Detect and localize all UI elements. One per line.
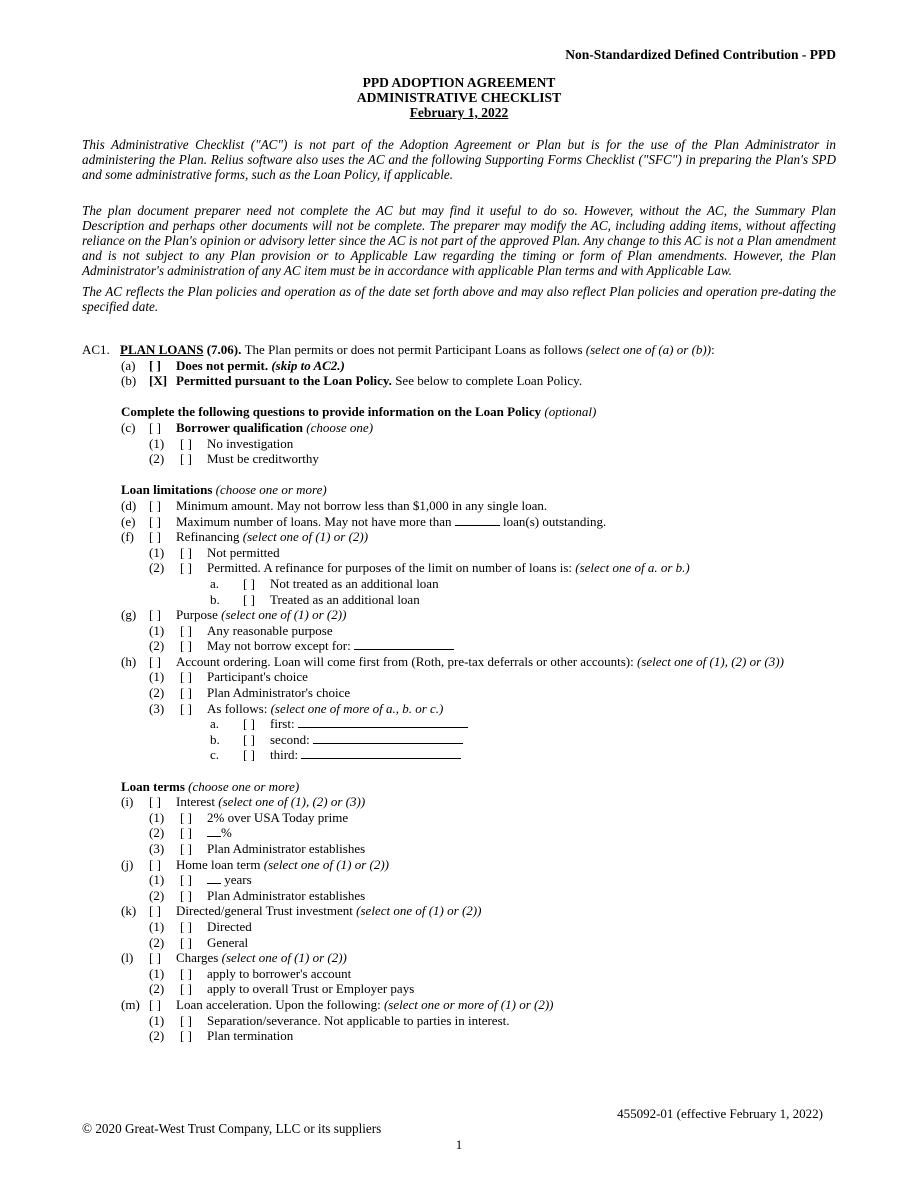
item-text [176,950,347,966]
item-label: (f) [121,529,134,545]
blank-field[interactable] [301,747,461,759]
option-i [82,794,784,810]
text-segment: 2% over USA Today prime [207,809,349,825]
option-a [82,358,784,374]
item-label: a. [210,575,220,591]
text-segment: (select one of (1), (2) or (3)) [636,653,784,669]
item-label: (1) [149,544,165,560]
item-text [270,732,463,748]
option-c-1 [82,436,784,452]
option-j-1 [82,872,784,888]
checkbox-unchecked[interactable]: [ ] [180,700,192,716]
item-text [121,404,596,420]
text-segment: (select one or more of (1) or (2)) [383,996,554,1012]
checkbox-unchecked[interactable]: [ ] [243,575,255,591]
option-h-3 [82,701,784,717]
item-text [207,919,252,935]
text-segment: apply to overall Trust or Employer pays [207,981,415,997]
text-segment: second: [270,731,313,747]
blank-field[interactable] [354,638,454,650]
option-k-2 [82,935,784,951]
text-segment: Plan Administrator's choice [207,685,351,701]
text-segment: Permitted. A refinance for purposes of the limit on number of loans is: [207,560,576,576]
item-label: (1) [149,872,165,888]
blank-field[interactable] [207,872,221,884]
item-text [207,841,365,857]
checkbox-unchecked[interactable]: [ ] [180,825,192,841]
item-text [120,342,715,358]
option-b [82,373,784,389]
item-text [207,966,351,982]
item-text [176,607,346,623]
text-segment: PLAN LOANS [120,342,204,357]
item-text [176,857,389,873]
option-l-2 [82,981,784,997]
document-title-line1: PPD ADOPTION AGREEMENT [362,75,556,90]
text-segment: (choose one or more) [188,778,300,794]
item-text [207,701,443,717]
text-segment: third: [270,747,302,763]
text-segment: Treated as an additional loan [270,591,420,607]
item-text [207,872,252,888]
option-f-2-a [82,576,784,592]
item-text [176,498,547,514]
text-segment: (select one of (1) or (2)) [356,903,482,919]
checkbox-unchecked[interactable]: [ ] [149,513,161,529]
text-segment: Directed [207,918,252,934]
item-label: (2) [149,685,165,701]
option-k [82,903,784,919]
text-segment: (select one of (1) or (2)) [221,607,347,623]
item-text [270,716,468,732]
option-i-2 [82,825,784,841]
item-label: (a) [121,357,136,373]
intro-paragraph-2: The plan document preparer need not complete the AC but may find it useful to do so. However, without the AC, the Summary Plan Description and perhaps other documents will not be complete. The preparer may modify the AC, including adding items, without affecting reliance on the Plan's opinion or advisory letter since the AC is not part of the approved Plan. Any change to this AC is not a Plan amendment and is not subject to any Plan provision or to Applicable Law regarding the timing or form of Plan amendments. However, the Plan Administrator's administration of any AC item must be in accordance with applicable Plan terms and with Applicable Law. [82,202,836,279]
item-label: (1) [149,669,165,685]
item-label: (2) [149,638,165,654]
item-label: (1) [149,435,165,451]
text-segment: (7.06). [203,342,245,357]
item-text [207,981,414,997]
option-h-2 [82,685,784,701]
option-h-1 [82,669,784,685]
option-d [82,498,784,514]
item-text [270,576,439,592]
checkbox-unchecked[interactable]: [ ] [149,607,161,623]
blank-field[interactable] [298,716,468,728]
item-text [176,654,784,670]
item-text [176,358,345,374]
checkbox-unchecked[interactable]: [ ] [149,357,161,373]
option-l [82,950,784,966]
text-segment: (select one of (1), (2) or (3)) [218,794,366,810]
item-text [207,1013,510,1029]
text-segment: May not borrow except for: [207,638,354,654]
text-segment: Permitted pursuant to the Loan Policy. [176,373,396,389]
item-label: (2) [149,934,165,950]
blank-field[interactable] [455,514,500,526]
checkbox-unchecked[interactable]: [ ] [149,653,161,669]
item-label: (m) [121,996,140,1012]
option-m-2 [82,1028,784,1044]
text-segment: Complete the following questions to provide information on the Loan Policy [121,404,545,420]
footer-doc-number: 455092-01 (effective February 1, 2022) [617,1106,823,1121]
checkbox-unchecked[interactable]: [ ] [180,841,192,856]
blank-field[interactable] [313,732,463,744]
item-label: (d) [121,497,137,513]
item-text [207,935,248,951]
checkbox-unchecked[interactable]: [ ] [180,887,192,903]
checkbox-unchecked[interactable]: [ ] [180,872,192,888]
option-f-2-b [82,592,784,608]
item-label: b. [210,731,220,747]
checkbox-unchecked[interactable]: [ ] [243,731,255,747]
text-segment: % [221,825,232,841]
checkbox-unchecked[interactable]: [ ] [149,419,161,435]
text-segment: Account ordering. Loan will come first from (Roth, pre-tax deferrals or other accounts): [176,653,637,669]
checkbox-unchecked[interactable]: [ ] [180,1012,192,1028]
text-segment: first: [270,716,298,732]
text-segment: (select one of (1) or (2)) [263,856,389,872]
option-m-1 [82,1013,784,1029]
option-g [82,607,784,623]
text-segment: Loan terms [121,778,189,794]
option-m [82,997,784,1013]
text-segment: Interest [176,794,219,810]
text-segment: Does not permit. [176,357,272,373]
footer-copyright: © 2020 Great-West Trust Company, LLC or its suppliers [82,1121,382,1136]
item-label: (l) [121,950,134,966]
item-text [121,779,299,795]
item-label: (k) [121,903,137,919]
option-h [82,654,784,670]
item-label: (j) [121,856,134,872]
text-segment: Charges [176,950,222,966]
text-segment: Separation/severance. Not applicable to parties in interest. [207,1012,510,1028]
intro-paragraph-1: This Administrative Checklist ("AC") is not part of the Adoption Agreement or Plan but is for the use of the Plan Administrator in administering the Plan. Relius software also uses the AC and the following Supporting Forms Checklist ("SFC") in preparing the Plan's SPD and some administrative forms, such as the Loan Policy, if applicable. [82,137,836,183]
option-g-2 [82,638,784,654]
item-label: (2) [149,887,165,903]
item-text [176,373,582,389]
checkbox-unchecked[interactable]: [ ] [180,918,192,934]
checkbox-unchecked[interactable]: [ ] [180,560,192,576]
item-text [207,888,365,904]
text-segment: years [221,872,252,888]
text-segment: No investigation [207,435,294,451]
text-segment: The Plan permits or does not permit Participant Loans as follows [244,342,586,357]
blank-field[interactable] [207,825,221,837]
item-text [207,638,454,654]
text-segment: apply to borrower's account [207,965,352,981]
item-text [270,747,461,763]
text-segment: Borrower qualification [176,419,307,435]
text-segment: (select one of more of a., b. or c.) [270,700,444,716]
checkbox-unchecked[interactable]: [ ] [180,965,192,981]
intro-paragraphs [82,137,836,314]
item-label: (2) [149,1028,165,1044]
item-text [207,545,280,561]
text-segment: Participant's choice [207,669,308,685]
option-f-2 [82,560,784,576]
item-label: (e) [121,513,136,529]
item-text [176,514,606,530]
text-segment: Not treated as an additional loan [270,575,439,591]
loan-policy-instruction [82,404,784,420]
option-e [82,514,784,530]
item-text [176,420,373,436]
item-label: AC1. [82,342,110,357]
text-segment: See below to complete Loan Policy. [395,373,583,389]
text-segment: Maximum number of loans. May not have more than [176,513,455,529]
item-text [207,1028,293,1044]
item-label: (c) [121,419,136,435]
item-text [176,794,365,810]
item-text [207,825,232,841]
text-segment: (optional) [544,404,597,420]
option-f-1 [82,545,784,561]
item-text [121,482,327,498]
text-segment: (select one of a. or b.) [575,560,690,576]
checkbox-unchecked[interactable]: [ ] [149,903,161,919]
document-title-line2: ADMINISTRATIVE CHECKLIST [356,90,562,105]
text-segment: Any reasonable purpose [207,622,333,638]
text-segment: Loan acceleration. Upon the following: [176,996,384,1012]
item-label: a. [210,716,220,732]
option-h-3-c [82,747,784,763]
text-segment: (skip to AC2.) [271,357,345,373]
checkbox-unchecked[interactable]: [ ] [149,529,161,545]
item-label: b. [210,591,220,607]
item-label: c. [210,747,220,763]
item-text [207,623,333,639]
text-segment: Loan limitations [121,482,216,498]
item-label: (1) [149,622,165,638]
item-label: (2) [149,981,165,997]
item-text [176,903,481,919]
text-segment: (choose one) [306,419,374,435]
option-k-1 [82,919,784,935]
item-text [176,529,368,545]
item-label: (3) [149,841,165,856]
item-label: (2) [149,560,165,576]
checkbox-unchecked[interactable]: [ ] [180,544,192,560]
option-i-1 [82,810,784,826]
checkbox-unchecked[interactable]: [ ] [149,794,161,810]
checkbox-unchecked[interactable]: [ ] [149,950,161,966]
text-segment: (choose one or more) [215,482,327,498]
option-c-2 [82,451,784,467]
text-segment: General [207,934,249,950]
checkbox-unchecked[interactable]: [ ] [180,809,192,825]
item-label: (b) [121,373,137,389]
header-plan-type-label: Non-Standardized Defined Contribution - PPD [565,47,836,62]
text-segment: (select one of (a) or (b)) [585,342,712,357]
checkbox-unchecked[interactable]: [ ] [180,435,192,451]
checkbox-unchecked[interactable]: [ ] [243,716,255,732]
checkbox-unchecked[interactable]: [ ] [180,981,192,997]
intro-paragraph-3: The AC reflects the Plan policies and operation as of the date set forth above and may also reflect Plan policies and operation pre-dating the specified date. [82,283,836,314]
item-text [207,685,350,701]
title-block [0,75,918,120]
checkbox-unchecked[interactable]: [ ] [149,856,161,872]
text-segment: Minimum amount. May not borrow less than $1,000 in any single loan. [176,497,548,513]
ac1-checklist [82,342,784,1044]
checkbox-unchecked[interactable]: [ ] [180,685,192,701]
checkbox-unchecked[interactable]: [ ] [180,1028,192,1044]
checkbox-unchecked[interactable]: [ ] [180,451,192,467]
item-label: (i) [121,794,134,810]
item-text [207,560,690,576]
checkbox-unchecked[interactable]: [ ] [243,591,255,607]
checkbox-checked[interactable]: [X] [149,373,168,389]
text-segment: loan(s) outstanding. [499,513,607,529]
option-h-3-b [82,732,784,748]
item-label: (1) [149,965,165,981]
text-segment: (select one of (1) or (2)) [242,529,369,545]
item-label: (1) [149,918,165,934]
checkbox-unchecked[interactable]: [ ] [180,934,192,950]
option-h-3-a [82,716,784,732]
item-label: (3) [149,700,165,716]
item-text [207,451,319,467]
heading-loan-limitations [82,482,784,498]
checkbox-unchecked[interactable]: [ ] [180,669,192,685]
text-segment: Purpose [176,607,222,623]
option-l-1 [82,966,784,982]
option-j-2 [82,888,784,904]
footer-page-number: 1 [455,1137,463,1152]
text-segment: Not permitted [207,544,280,560]
checkbox-unchecked[interactable]: [ ] [180,622,192,638]
item-text [207,436,293,452]
text-segment: Refinancing [176,529,243,545]
text-segment: Plan Administrator establishes [207,887,366,903]
checkbox-unchecked[interactable]: [ ] [149,497,161,513]
text-segment: Directed/general Trust investment [176,903,357,919]
item-label: (1) [149,1012,165,1028]
text-segment: : [711,342,715,357]
item-label: (g) [121,607,137,623]
heading-loan-terms [82,779,784,795]
checkbox-unchecked[interactable]: [ ] [149,996,161,1012]
option-f [82,529,784,545]
option-c [82,420,784,436]
text-segment: Home loan term [176,856,264,872]
item-label: (h) [121,653,137,669]
option-i-3 [82,841,784,857]
text-segment: Must be creditworthy [207,451,319,467]
text-segment: As follows: [207,700,271,716]
item-text [207,669,308,685]
checkbox-unchecked[interactable]: [ ] [243,747,255,763]
text-segment: (select one of (1) or (2)) [221,950,347,966]
document-date: February 1, 2022 [409,105,509,120]
option-g-1 [82,623,784,639]
item-text [207,810,348,826]
item-label: (2) [149,451,165,467]
item-label: (2) [149,825,165,841]
checkbox-unchecked[interactable]: [ ] [180,638,192,654]
item-text [270,592,420,608]
item-text [176,997,554,1013]
ac1-heading-row [82,342,784,358]
option-j [82,857,784,873]
text-segment: Plan termination [207,1028,294,1044]
item-label: (1) [149,809,165,825]
text-segment: Plan Administrator establishes [207,841,366,856]
